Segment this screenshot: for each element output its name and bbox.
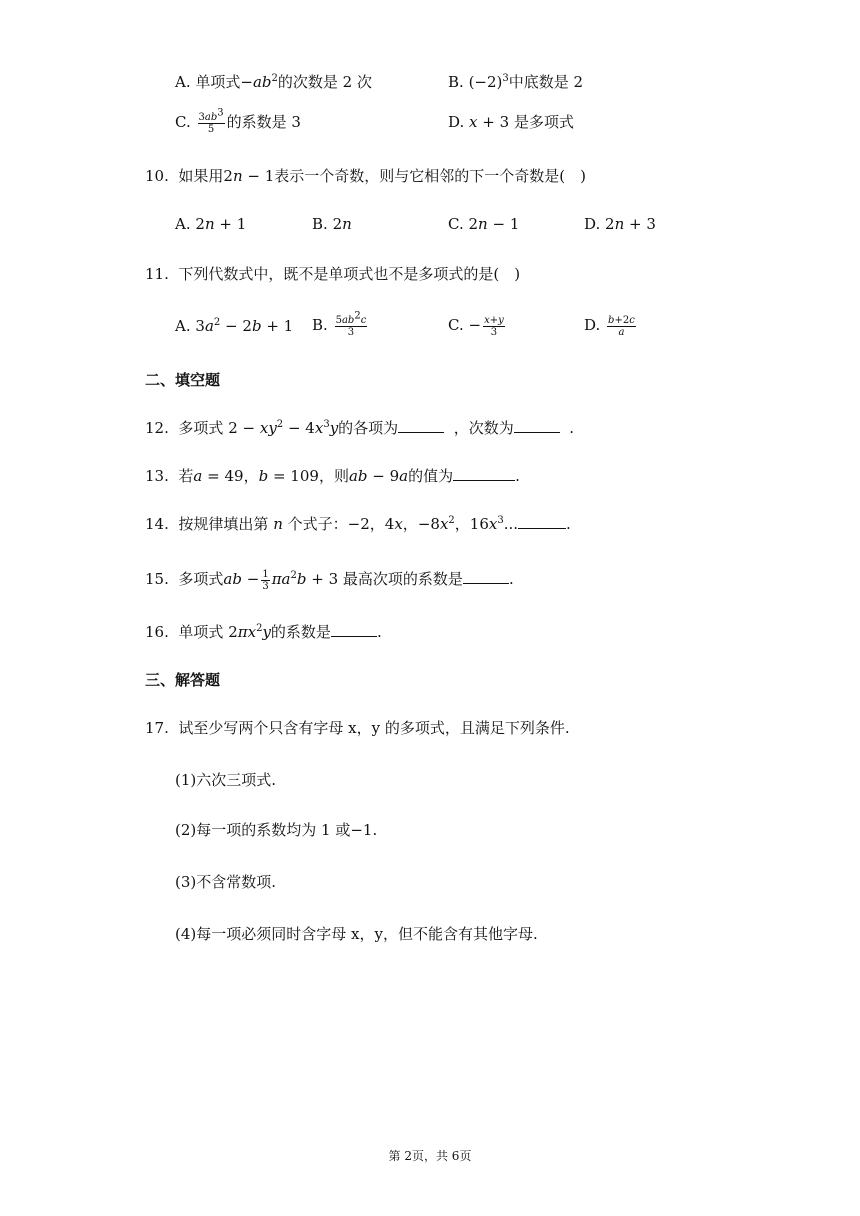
q11-stem: 11. 下列代数式中，既不是单项式也不是多项式的是( )	[145, 265, 521, 283]
q9-option-c: C. $\frac{3ab^3}{5}$ 的系数是 3	[175, 107, 301, 135]
fraction: $\frac{x+y}{3}$	[484, 314, 504, 338]
q16: 16. 单项式 $2\pi x^2y$的系数是 .	[145, 623, 382, 641]
math-expr: x + 3	[469, 113, 510, 131]
q10-option-d: D. 2n + 3	[584, 215, 656, 233]
fraction: $\frac{3ab^3}{5}$	[198, 107, 224, 135]
q17-condition-2: (2)每一项的系数均为 1 或−1.	[175, 821, 378, 839]
q12: 12. 多项式 $2 - xy^2 - 4x^3y$的各项为 ，次数为 .	[145, 419, 575, 437]
answer-blank[interactable]	[453, 466, 515, 481]
q9-option-a: A. 单项式$-ab^2$的次数是 2 次	[175, 73, 372, 91]
q14: 14. 按规律填出第 n 个式子：−2，4x，$-8x^2$，$16x^3$... .	[145, 515, 571, 533]
q9-option-b: B. $(-2)^3$中底数是 2	[448, 73, 584, 91]
q17-stem: 17. 试至少写两个只含有字母 x，y 的多项式，且满足下列条件.	[145, 719, 570, 737]
answer-blank[interactable]	[331, 622, 377, 637]
fraction: $\frac{1}{3}$	[262, 568, 269, 592]
math-expr: $-ab^2$	[240, 73, 278, 91]
page-footer: 第 2页，共 6页	[388, 1149, 472, 1163]
q13: 13. 若a = 49，b = 109，则ab − 9a的值为 .	[145, 467, 520, 485]
q9-option-d: D. x + 3 是多项式	[448, 113, 574, 131]
q10-stem: 10. 如果用2n − 1表示一个奇数，则与它相邻的下一个奇数是( )	[145, 167, 587, 185]
answer-blank[interactable]	[398, 418, 444, 433]
q10-option-c: C. 2n − 1	[448, 215, 520, 233]
section-title-answer: 三、解答题	[145, 671, 221, 689]
answer-blank[interactable]	[514, 418, 560, 433]
fraction: $\frac{5ab^2c}{3}$	[335, 310, 367, 338]
q11-option-b: B. $\frac{5ab^2c}{3}$	[312, 310, 367, 338]
answer-blank[interactable]	[518, 514, 566, 529]
q11-option-d: D. $\frac{b+2c}{a}$	[584, 314, 635, 338]
q17-condition-4: (4)每一项必须同时含字母 x，y，但不能含有其他字母.	[175, 925, 538, 943]
q10-option-a: A. 2n + 1	[175, 215, 247, 233]
q11-option-a: A. $3a^2 - 2b + 1$	[175, 317, 294, 335]
q17-condition-1: (1)六次三项式.	[175, 771, 277, 789]
q15: 15. 多项式ab − $\frac{1}{3}$ $\pi a^2b + 3$ 最高次项的系数是 .	[145, 568, 514, 592]
q17-condition-3: (3)不含常数项.	[175, 873, 277, 891]
math-expr: $(-2)^3$	[468, 73, 509, 91]
math-expr: 2n − 1	[223, 167, 275, 185]
q10-option-b: B. 2n	[312, 215, 352, 233]
answer-blank[interactable]	[463, 569, 509, 584]
fraction: $\frac{b+2c}{a}$	[608, 314, 635, 338]
section-title-fill-in: 二、填空题	[145, 371, 221, 389]
q11-option-c: C. − $\frac{x+y}{3}$	[448, 314, 504, 338]
